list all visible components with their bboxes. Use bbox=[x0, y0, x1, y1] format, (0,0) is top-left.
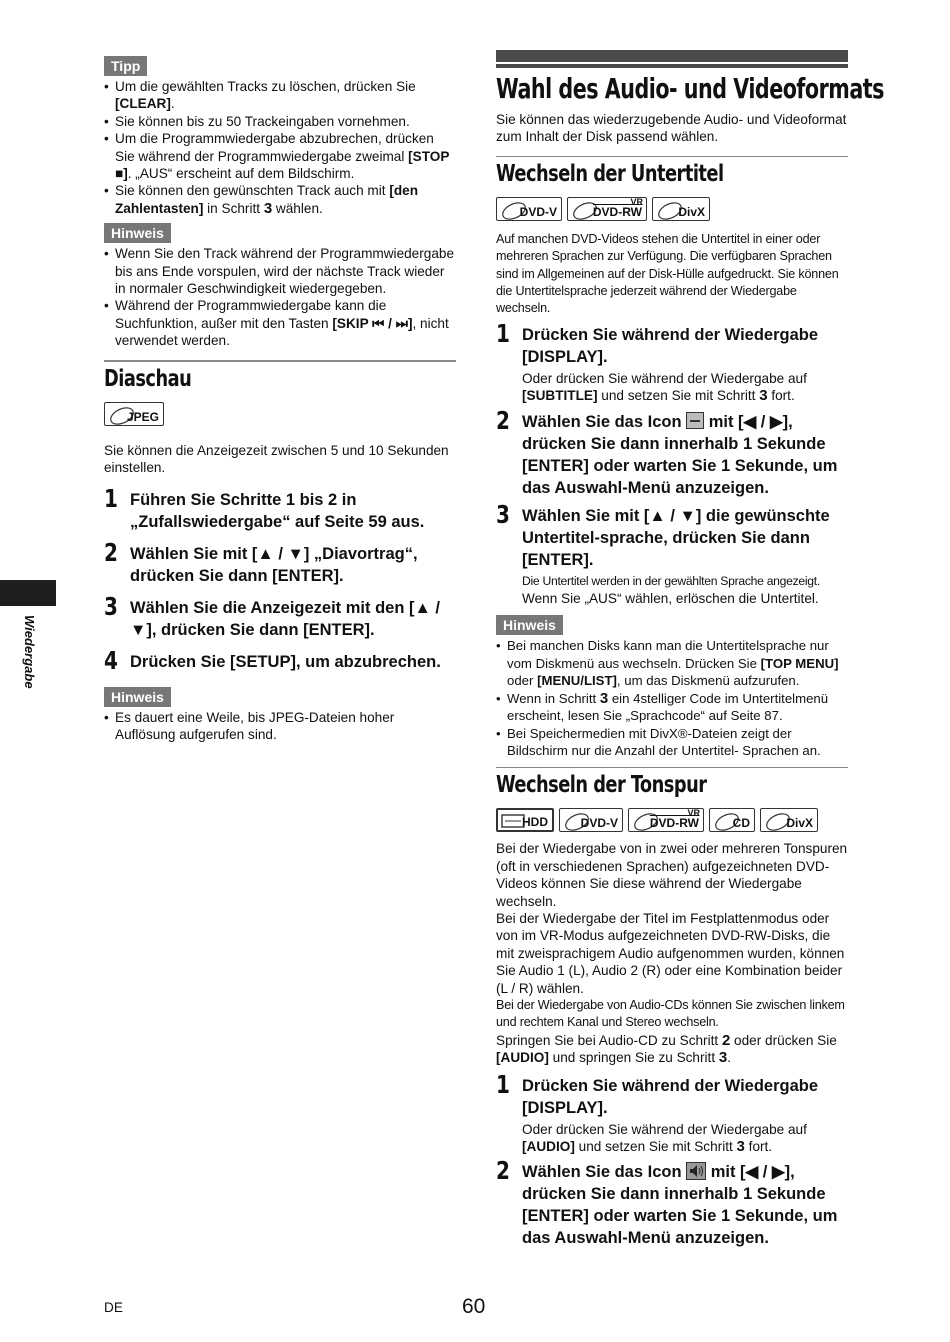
dvd-v-badge: DVD-V bbox=[559, 808, 623, 832]
step-3: 3 Wählen Sie mit [▲ / ▼] die gewünschte Untertitel-sprache, drücken Sie dann [ENTER]. Die Untertitel werden in der gewählten Sprache angezeigt. Wenn Sie „AUS“ wählen, erlöschen die Untertitel. bbox=[496, 499, 830, 607]
side-tab bbox=[0, 580, 56, 606]
step-2: 2 Wählen Sie mit [▲ / ▼] „Diavortrag“, drücken Sie dann [ENTER]. bbox=[104, 537, 418, 585]
list-item: • Wenn Sie den Track während der Programmwiedergabe bis ans Ende vorspulen, wird der nächste Track wieder in normaler Geschwindigkeit wiedergegeben. bbox=[104, 245, 456, 297]
audio-icon bbox=[686, 1162, 706, 1180]
list-item: • Um die Programmwiedergabe abzubrechen, drücken Sie während der Programmwiedergabe zweimal [STOP ■]. „AUS“ erscheint auf dem Bildschirm. bbox=[104, 130, 456, 182]
paragraph: Bei der Wiedergabe von in zwei oder mehreren Tonspuren (oft in verschiedenen Sprachen) aufgezeichneten DVD-Videos können Sie diese während der Wiedergabe wechseln. bbox=[496, 841, 848, 909]
media-badges bbox=[496, 197, 848, 221]
note-list bbox=[496, 637, 848, 759]
media-badges bbox=[104, 402, 456, 426]
list-item: • Sie können bis zu 50 Trackeingaben vornehmen. bbox=[104, 113, 456, 130]
step-1: 1 Drücken Sie während der Wiedergabe [DISPLAY]. Oder drücken Sie während der Wiedergabe auf [AUDIO] und setzen Sie mit Schritt 3 fort. bbox=[496, 1069, 819, 1155]
list-item: • Bei manchen Disks kann man die Untertitelsprache nur vom Diskmenü aus wechseln. Drücken Sie [TOP MENU] oder [MENU/LIST], um das Diskmenü aufzurufen. bbox=[496, 637, 848, 689]
tip-list bbox=[104, 78, 456, 217]
left-column bbox=[104, 56, 456, 749]
paragraph: Auf manchen DVD-Videos stehen die Untertitel in einer oder mehreren Sprachen zur Verfügung. Die verfügbaren Sprachen sind im Allgemeinen auf der Disk-Hülle aufgedruckt. Sie können die Untertitelsprache jederzeit während der Wiedergabe wechseln. bbox=[496, 231, 839, 316]
note-label: Hinweis bbox=[496, 615, 563, 635]
dvd-v-badge: DVD-V bbox=[496, 197, 562, 221]
header-bar-thin bbox=[496, 64, 848, 68]
section-divider bbox=[496, 767, 848, 768]
paragraph: Sie können das wiederzugebende Audio- und Videoformat zum Inhalt der Disk passend wählen. bbox=[496, 112, 847, 145]
list-item: • Wenn in Schritt 3 ein 4stelliger Code im Untertitelmenü erscheint, lesen Sie „Sprachcode“ auf Seite 87. bbox=[496, 690, 848, 725]
step-2: 2 Wählen Sie das Icon mit [◀ / ▶], drücken Sie dann innerhalb 1 Sekunde [ENTER] oder warten Sie 1 Sekunde, um das Auswahl-Menü anzuzeigen. bbox=[496, 405, 838, 497]
paragraph: Bei der Wiedergabe der Titel im Festplattenmodus oder von im VR-Modus aufgezeichneten DVD-RW-Disks, die mit zweisprachigem Audio aufgenommen wurden, können Sie Audio 1 (L), Audio 2 (R) oder eine Kombination beider (L / R) wählen. bbox=[496, 910, 845, 996]
step-1: 1 Führen Sie Schritte 1 bis 2 in „Zufallswiedergabe“ auf Seite 59 aus. bbox=[104, 483, 425, 531]
step-3: 3 Wählen Sie die Anzeigezeit mit den [▲ / ▼], drücken Sie dann [ENTER]. bbox=[104, 591, 441, 639]
hdd-badge: HDD bbox=[496, 808, 554, 832]
note-label: Hinweis bbox=[104, 223, 171, 243]
paragraph: Bei der Wiedergabe von Audio-CDs können Sie zwischen linkem und rechtem Kanal und Stereo wechseln. bbox=[496, 997, 845, 1030]
subtitle-icon bbox=[686, 412, 704, 429]
page-number: 60 bbox=[462, 1295, 486, 1318]
side-tab-label: Wiedergabe bbox=[22, 615, 37, 689]
paragraph: Springen Sie bei Audio-CD zu Schritt 2 oder drücken Sie [AUDIO] und springen Sie zu Schritt 3. bbox=[496, 1031, 837, 1067]
footer-language: DE bbox=[104, 1300, 123, 1315]
note-label: Hinweis bbox=[104, 687, 171, 707]
section-divider bbox=[496, 156, 848, 157]
dvd-rw-badge: VR DVD-RW bbox=[567, 197, 647, 221]
list-item: • Es dauert eine Weile, bis JPEG-Dateien hoher Auflösung aufgerufen sind. bbox=[104, 709, 456, 744]
list-item: • Um die gewählten Tracks zu löschen, drücken Sie [CLEAR]. bbox=[104, 78, 456, 113]
media-badges bbox=[496, 808, 848, 832]
list-item: • Sie können den gewünschten Track auch mit [den Zahlentasten] in Schritt 3 wählen. bbox=[104, 182, 456, 217]
divx-badge: DivX bbox=[760, 808, 818, 832]
paragraph: Sie können die Anzeigezeit zwischen 5 und 10 Sekunden einstellen. bbox=[104, 442, 449, 476]
note-list bbox=[104, 709, 456, 744]
list-item: • Während der Programmwiedergabe kann die Suchfunktion, außer mit den Tasten [SKIP ⏮ / ⏭], nicht verwendet werden. bbox=[104, 297, 456, 349]
note-list bbox=[104, 245, 456, 349]
step-4: 4 Drücken Sie [SETUP], um abzubrechen. bbox=[104, 645, 441, 675]
page-title: Wahl des Audio- und Videoformats bbox=[496, 72, 884, 105]
right-column bbox=[496, 50, 884, 1249]
cd-badge: CD bbox=[709, 808, 755, 832]
section-title: Wechseln der Untertitel bbox=[496, 160, 724, 187]
list-item: • Bei Speichermedien mit DivX®-Dateien zeigt der Bildschirm nur die Anzahl der Untertitel- Sprachen an. bbox=[496, 725, 848, 760]
dvd-rw-badge: VR DVD-RW bbox=[628, 808, 704, 832]
section-title: Wechseln der Tonspur bbox=[496, 772, 707, 799]
header-bar bbox=[496, 50, 848, 62]
divx-badge: DivX bbox=[652, 197, 710, 221]
section-divider bbox=[104, 360, 456, 362]
tip-label: Tipp bbox=[104, 56, 147, 76]
step-2: 2 Wählen Sie das Icon mit [◀ / ▶], drücken Sie dann innerhalb 1 Sekunde [ENTER] oder warten Sie 1 Sekunde, um das Auswahl-Menü anzuzeigen. bbox=[496, 1156, 838, 1248]
section-title: Diaschau bbox=[104, 365, 192, 392]
jpeg-badge: JPEG bbox=[104, 402, 164, 426]
step-1: 1 Drücken Sie während der Wiedergabe [DISPLAY]. Oder drücken Sie während der Wiedergabe auf [SUBTITLE] und setzen Sie mit Schritt 3 fort. bbox=[496, 318, 819, 405]
